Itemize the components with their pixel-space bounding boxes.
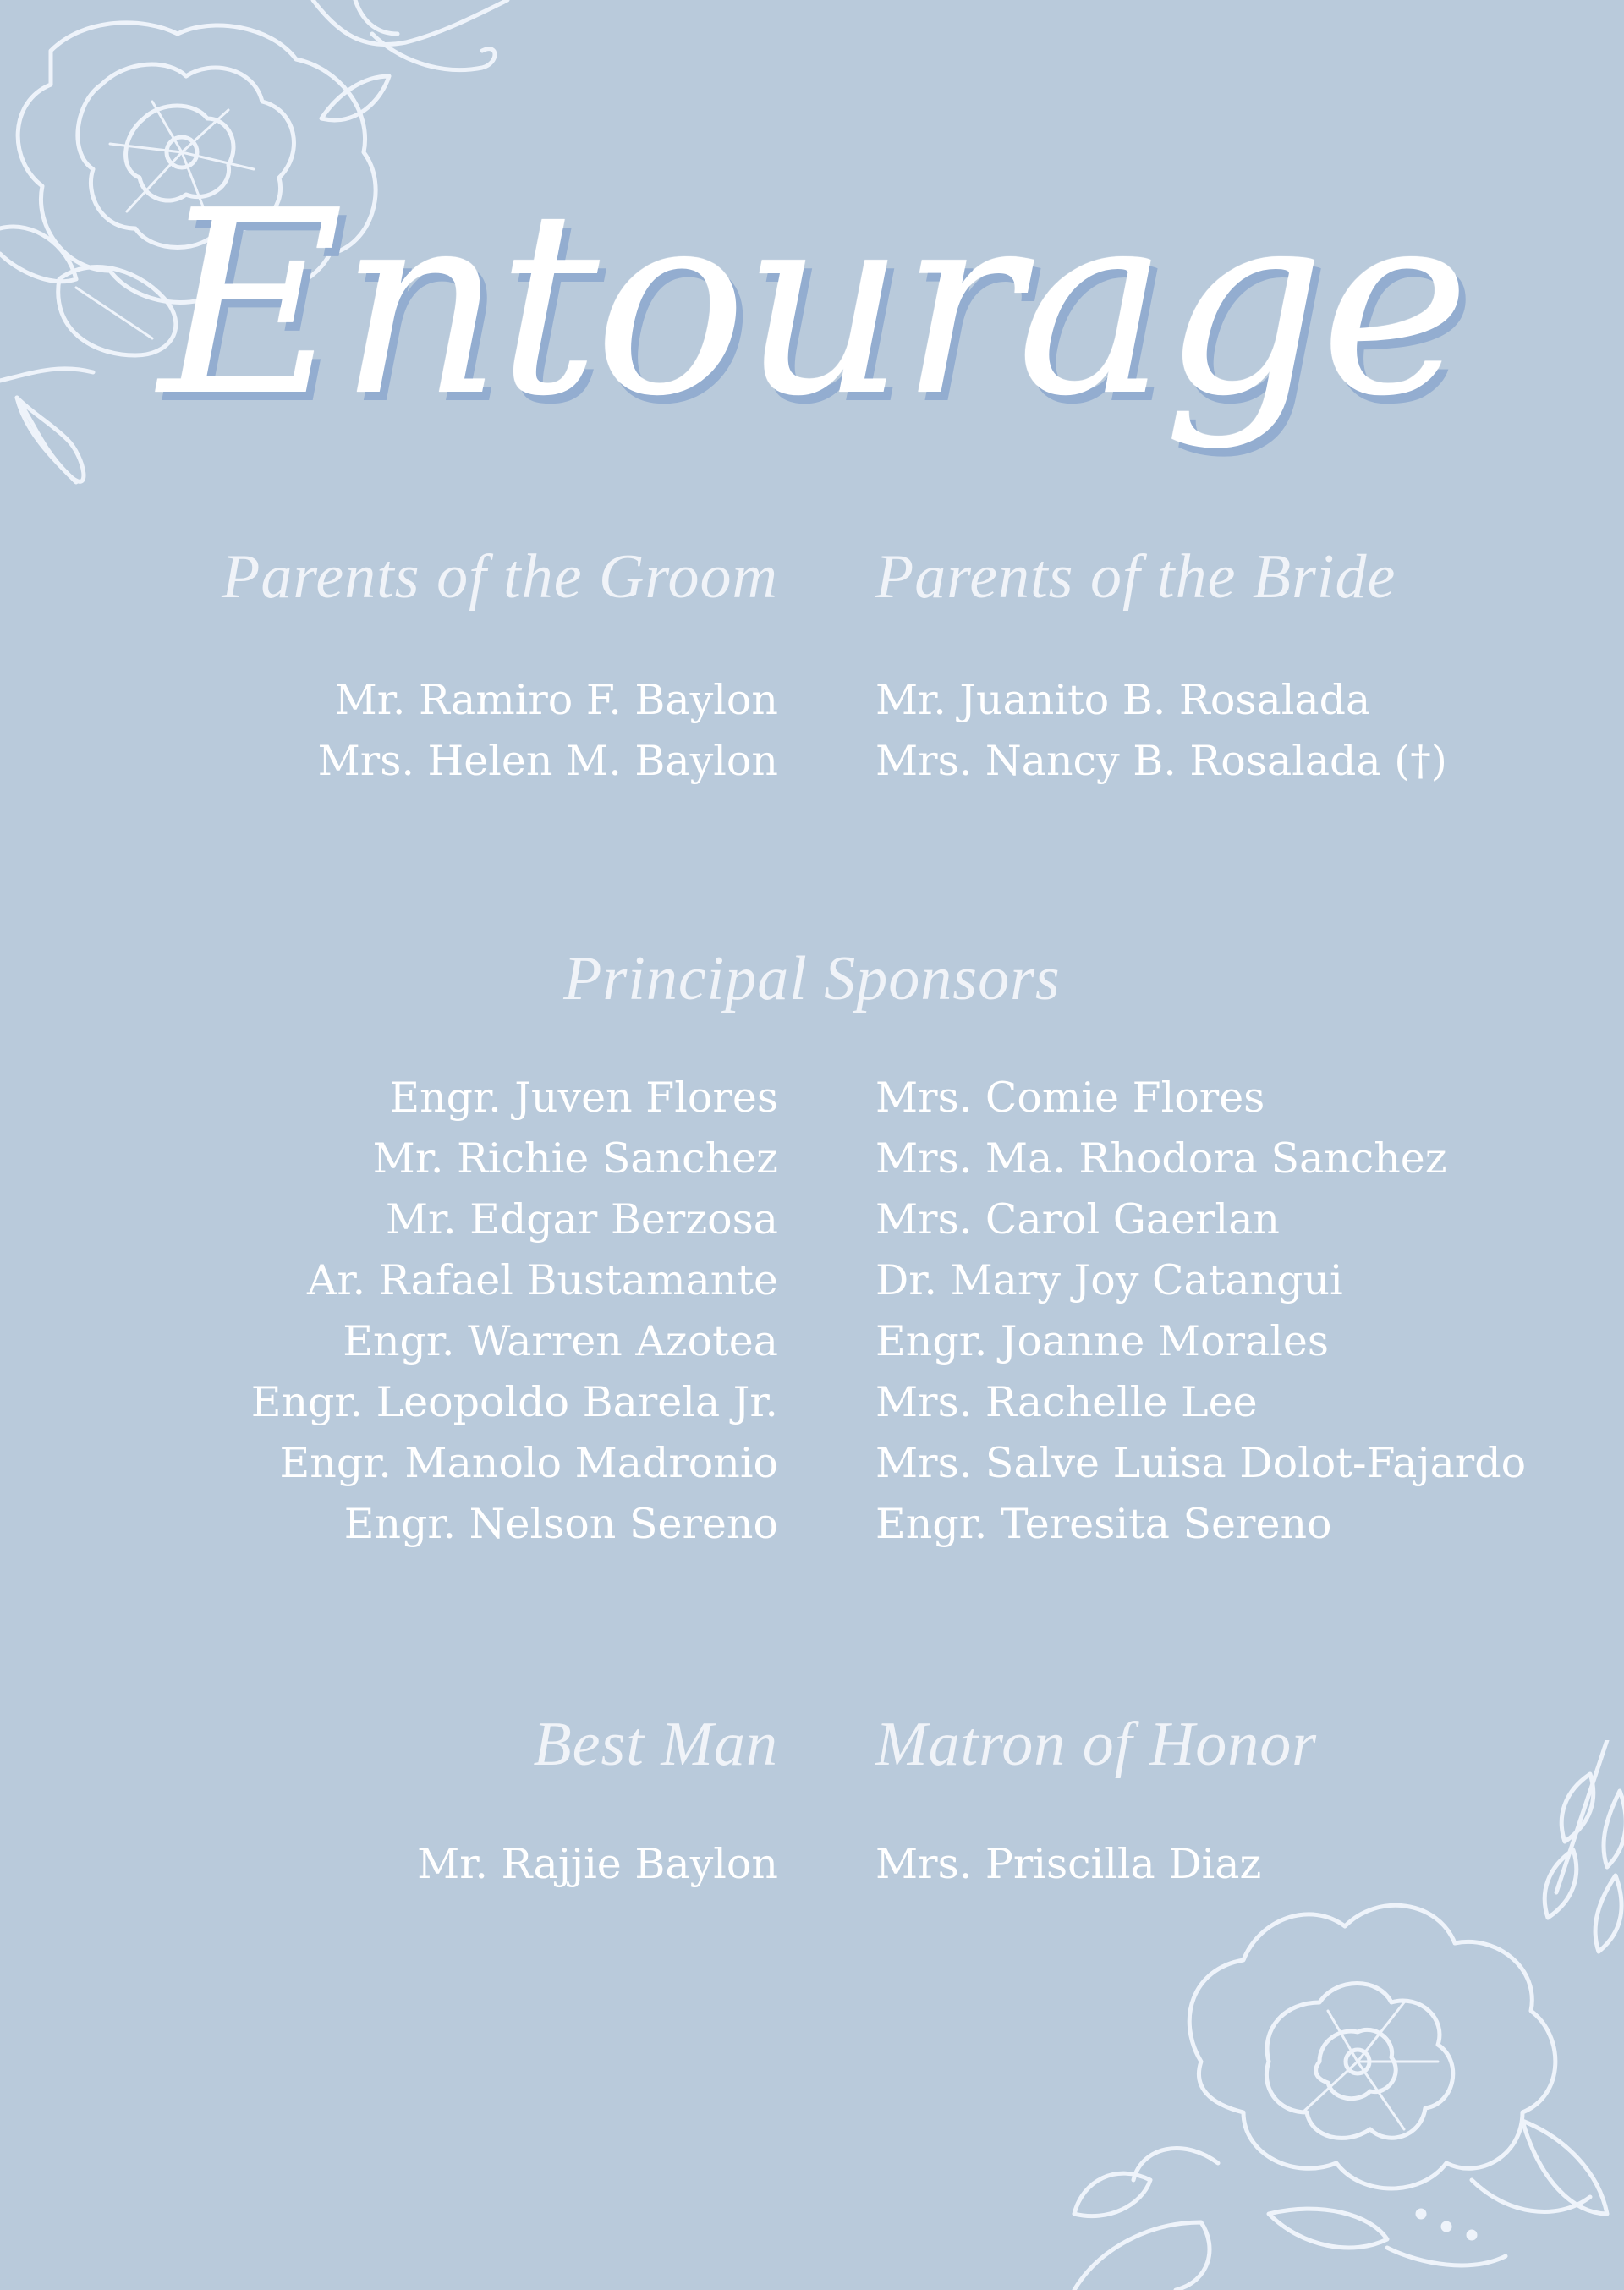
list-item: Mrs. Nancy B. Rosalada (†): [875, 737, 1447, 785]
sponsors-left-list: [251, 1068, 778, 1555]
list-item: Dr. Mary Joy Catangui: [875, 1256, 1343, 1304]
principal-sponsors-heading: Principal Sponsors: [563, 944, 1061, 1013]
list-item: Mrs. Ma. Rhodora Sanchez: [875, 1134, 1447, 1183]
list-item: Mr. Richie Sanchez: [372, 1134, 778, 1183]
bride-parents-list: [875, 670, 1447, 792]
list-item: Engr. Joanne Morales: [875, 1317, 1330, 1365]
floral-bottom-right-icon: [1049, 1740, 1624, 2290]
sponsors-right-list: [875, 1068, 1526, 1555]
list-item: Engr. Nelson Sereno: [343, 1500, 778, 1548]
best-man-name: Mr. Rajjie Baylon: [417, 1840, 778, 1888]
bride-parents-heading: Parents of the Bride: [875, 542, 1396, 612]
page-title: Entourage: [158, 157, 1466, 452]
list-item: Mrs. Salve Luisa Dolot-Fajardo: [875, 1439, 1527, 1487]
list-item: Mr. Edgar Berzosa: [385, 1195, 778, 1244]
list-item: Mr. Juanito B. Rosalada: [875, 676, 1371, 724]
list-item: Engr. Juven Flores: [389, 1074, 778, 1122]
list-item: Engr. Teresita Sereno: [875, 1500, 1332, 1548]
list-item: Mr. Ramiro F. Baylon: [334, 676, 778, 724]
matron-of-honor-heading: Matron of Honor: [875, 1710, 1318, 1779]
list-item: Mrs. Rachelle Lee: [875, 1378, 1258, 1426]
list-item: Mrs. Helen M. Baylon: [317, 737, 778, 785]
groom-parents-list: [318, 670, 778, 792]
groom-parents-heading: Parents of the Groom: [222, 542, 778, 612]
best-man-heading: Best Man: [533, 1710, 778, 1779]
list-item: Ar. Rafael Bustamante: [307, 1256, 778, 1304]
list-item: Mrs. Carol Gaerlan: [875, 1195, 1280, 1244]
list-item: Engr. Leopoldo Barela Jr.: [250, 1378, 778, 1426]
list-item: Mrs. Comie Flores: [875, 1074, 1265, 1122]
matron-of-honor-name: Mrs. Priscilla Diaz: [875, 1840, 1262, 1888]
list-item: Engr. Manolo Madronio: [279, 1439, 778, 1487]
list-item: Engr. Warren Azotea: [343, 1317, 778, 1365]
